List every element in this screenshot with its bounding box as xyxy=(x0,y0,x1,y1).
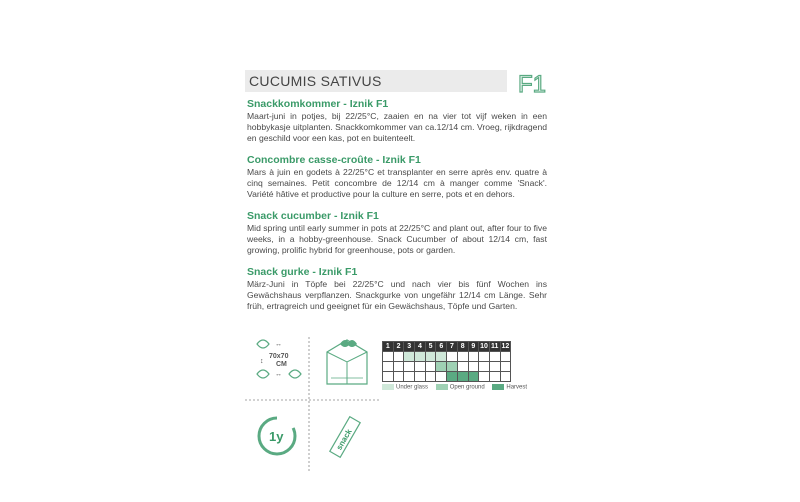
legend-swatch xyxy=(436,384,448,390)
calendar-cell xyxy=(393,372,404,382)
calendar-cell xyxy=(489,362,500,372)
month-cell: 11 xyxy=(491,343,499,350)
spacing-unit: CM xyxy=(276,361,287,368)
calendar-cell xyxy=(457,372,468,382)
section-text: Maart-juni in potjes, bij 22/25°C, zaaien en na vier tot vijf weken in een hobbykasje uitplanten. Snackkomkommer van ca.12/14 cm. Vroeg, rijkdragend en geschild voor een kas, pot en buitenteelt. xyxy=(247,111,547,143)
calendar-month-row xyxy=(383,342,511,352)
f1-hybrid-badge xyxy=(517,68,547,98)
calendar-cell xyxy=(436,352,447,362)
spacing-value: 70x70 xyxy=(269,353,289,360)
calendar-cell xyxy=(500,372,511,382)
species-name: CUCUMIS SATIVUS xyxy=(249,73,382,89)
sowing-calendar xyxy=(382,341,511,382)
month-cell: 5 xyxy=(425,342,436,352)
calendar-cell xyxy=(479,362,490,372)
species-header xyxy=(245,70,507,92)
calendar-cell xyxy=(393,362,404,372)
calendar-cell xyxy=(383,352,394,362)
f1-badge-text: F1 xyxy=(518,71,547,98)
calendar-cell xyxy=(404,352,415,362)
legend-under-glass: Under glass xyxy=(382,384,428,391)
calendar-cell xyxy=(425,362,436,372)
calendar-cell xyxy=(468,352,479,362)
month-cell: 1 xyxy=(383,342,394,352)
section-german xyxy=(247,266,547,312)
section-title: Concombre casse-croûte - Iznik F1 xyxy=(247,154,421,166)
month-cell: 3 xyxy=(404,342,415,352)
legend-harvest: Harvest xyxy=(492,384,527,391)
calendar-cell xyxy=(425,352,436,362)
calendar-cell xyxy=(425,372,436,382)
seed-packet-back xyxy=(245,62,550,502)
calendar-cell xyxy=(489,372,500,382)
calendar-cell xyxy=(468,372,479,382)
calendar-cell xyxy=(500,362,511,372)
section-title: Snackkomkommer - Iznik F1 xyxy=(247,98,389,110)
snack-tag-icon xyxy=(330,417,360,458)
calendar-cell xyxy=(447,372,458,382)
calendar-cell xyxy=(489,352,500,362)
calendar-cell xyxy=(457,362,468,372)
calendar-cell xyxy=(404,372,415,382)
section-dutch xyxy=(247,98,547,144)
calendar-cell xyxy=(383,362,394,372)
calendar-cell xyxy=(457,352,468,362)
calendar-cell xyxy=(436,372,447,382)
under-glass-row xyxy=(383,352,511,362)
calendar-cell xyxy=(447,362,458,372)
calendar-cell xyxy=(415,372,426,382)
legend-open-ground: Open ground xyxy=(436,384,485,391)
calendar-cell xyxy=(436,362,447,372)
open-ground-row xyxy=(383,362,511,372)
section-text: März-Juni in Töpfe bei 22/25°C und nach vier bis fünf Wochen ins Gewächshaus verpflanzen. Snackgurke von ungefähr 12/14 cm Länge. Sehr früh, ertragreich und geeignet für ein Gewächshaus, Töpfe und Garten. xyxy=(247,279,547,311)
month-cell: 12 xyxy=(501,343,510,350)
month-cell: 9 xyxy=(468,342,479,352)
svg-text:↔: ↔ xyxy=(275,371,282,378)
month-cell: 7 xyxy=(447,342,458,352)
greenhouse-icon xyxy=(327,340,367,384)
snack-tag-label: snack xyxy=(334,427,354,452)
lifecycle-label: 1y xyxy=(269,429,284,444)
calendar-legend xyxy=(382,384,533,391)
section-french xyxy=(247,154,547,200)
calendar-cell xyxy=(404,362,415,372)
spacing-icon xyxy=(257,340,301,378)
annual-icon xyxy=(259,418,295,454)
harvest-row xyxy=(383,372,511,382)
section-text: Mars à juin en godets à 22/25°C et transplanter en serre après env. quatre à cinq semaines. Petit concombre de 12/14 cm à manger comme 'Snack'. Variété hâtive et productive pour la culture en serre, pots et en dehors. xyxy=(247,167,547,199)
calendar-cell xyxy=(447,352,458,362)
svg-text:↔: ↔ xyxy=(275,341,282,348)
month-cell: 10 xyxy=(480,343,488,350)
pictogram-panel xyxy=(245,332,380,472)
svg-text:↕: ↕ xyxy=(260,358,264,365)
calendar-cell xyxy=(479,372,490,382)
calendar-cell xyxy=(415,352,426,362)
month-cell: 2 xyxy=(393,342,404,352)
calendar-cell xyxy=(383,372,394,382)
legend-swatch xyxy=(382,384,394,390)
section-title: Snack cucumber - Iznik F1 xyxy=(247,210,379,222)
month-cell: 8 xyxy=(457,342,468,352)
calendar-cell xyxy=(468,362,479,372)
legend-swatch xyxy=(492,384,504,390)
month-cell: 6 xyxy=(436,342,447,352)
section-text: Mid spring until early summer in pots at 22/25°C and plant out, after four to five weeks, in a hobby-greenhouse. Snack Cucumber of about 12/14 cm, fast growing, prolific hybrid for greenhouse, pots or garden. xyxy=(247,223,547,255)
calendar-table xyxy=(382,341,511,382)
section-english xyxy=(247,210,547,256)
calendar-cell xyxy=(393,352,404,362)
month-cell: 4 xyxy=(415,342,426,352)
calendar-cell xyxy=(415,362,426,372)
calendar-cell xyxy=(479,352,490,362)
calendar-cell xyxy=(500,352,511,362)
section-title: Snack gurke - Iznik F1 xyxy=(247,266,358,278)
